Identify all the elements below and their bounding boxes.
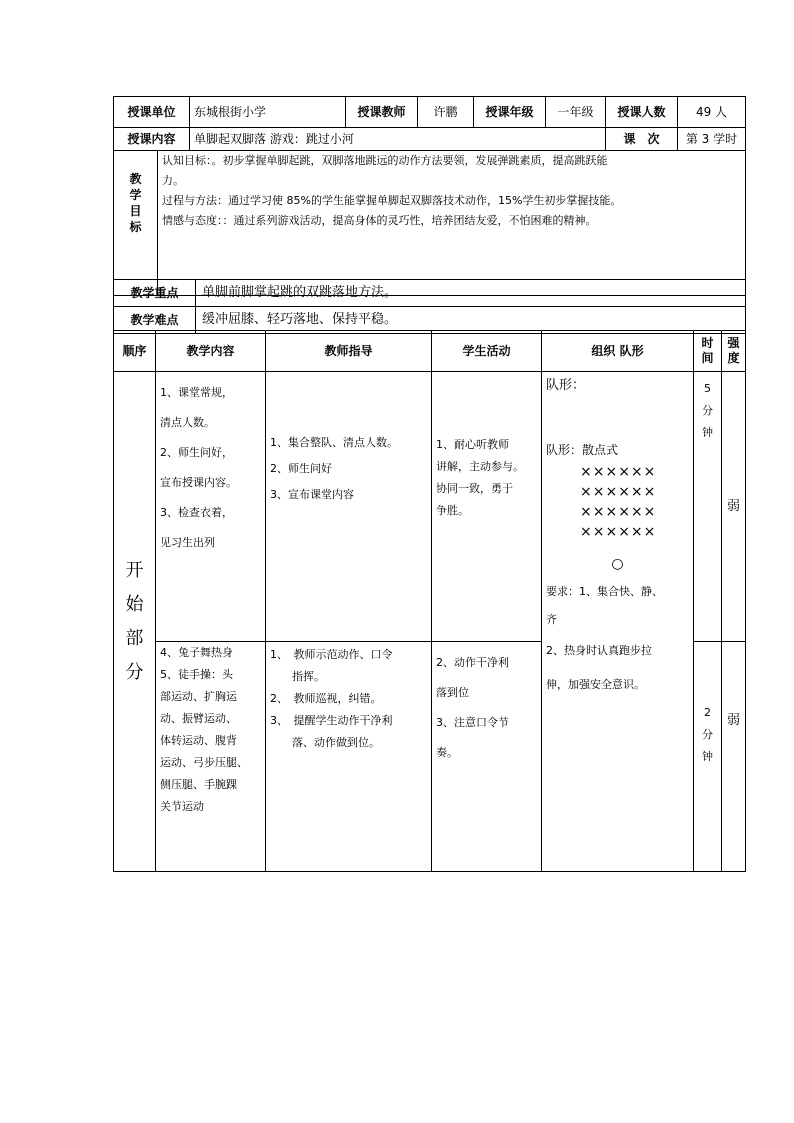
header-intensity-char: 强	[727, 336, 740, 350]
content-line: 侧压腿、手腕踝	[160, 778, 237, 791]
teacher-line: 落、动作做到位。	[270, 736, 380, 749]
teacher-label: 授课教师	[346, 97, 418, 128]
row2-time	[694, 642, 722, 872]
objective-process: 过程与方法：通过学习使 85%的学生能掌握单脚起双脚落技术动作，15%学生初步掌握技能。	[162, 194, 622, 207]
row1-time	[694, 372, 722, 642]
formation-requirement: 伸，加强安全意识。	[546, 678, 645, 691]
row2-content	[156, 642, 266, 872]
objectives-label-char: 学	[129, 188, 142, 202]
content-line: 运动、弓步压腿、	[160, 756, 248, 769]
objectives-body	[158, 151, 746, 296]
time-char: 钟	[702, 426, 713, 439]
header-student: 学生活动	[432, 331, 542, 372]
content-line: 宣布授课内容。	[160, 476, 237, 489]
content-line: 部运动、扩胸运	[160, 690, 237, 703]
formation-student-row: ××××××	[580, 504, 657, 520]
teacher-line: 3、宣布课堂内容	[270, 488, 354, 501]
header-intensity-char: 度	[727, 351, 740, 365]
objectives-label	[114, 151, 158, 296]
lesson-table	[113, 330, 746, 872]
difficult-point-value: 缓冲屈膝、轻巧落地、保持平稳。	[196, 307, 746, 334]
teacher-line: 指挥。	[270, 670, 325, 683]
header-time-char: 间	[701, 351, 714, 365]
count-label: 授课人数	[606, 97, 678, 128]
row1-teacher	[266, 372, 432, 642]
student-line: 争胜。	[436, 504, 469, 517]
formation-cell	[542, 372, 694, 872]
header-time	[694, 331, 722, 372]
objective-cognitive: 认知目标：。初步掌握单脚起跳，双脚落地跳远的动作方法要领，发展弹跳素质，提高跳跃能	[162, 154, 608, 167]
formation-teacher-mark: ○	[611, 556, 624, 572]
section-label-char: 分	[125, 661, 144, 683]
grade-value: 一年级	[546, 97, 606, 128]
time-char: 钟	[702, 750, 713, 763]
time-char: 5	[704, 382, 711, 395]
row1-student	[432, 372, 542, 642]
student-line: 奏。	[436, 746, 458, 759]
table-row	[114, 372, 746, 642]
row1-intensity: 弱	[722, 372, 746, 642]
content-line: 4、兔子舞热身	[160, 646, 233, 659]
formation-requirement: 要求：1、集合快、静、	[546, 585, 663, 598]
unit-value: 东城根街小学	[190, 97, 346, 128]
objectives-table	[113, 150, 746, 296]
content-line: 动、振臂运动、	[160, 712, 237, 725]
objective-attitude: 情感与态度：：通过系列游戏活动，提高身体的灵巧性，培养团结友爱，不怕困难的精神。	[162, 214, 597, 227]
formation-scatter-label: 队形：散点式	[546, 443, 619, 457]
content-label: 授课内容	[114, 128, 190, 151]
time-char: 分	[702, 728, 713, 741]
unit-label: 授课单位	[114, 97, 190, 128]
time-char: 分	[702, 404, 713, 417]
section-label-start	[114, 372, 156, 872]
section-label-char: 部	[125, 627, 144, 649]
key-point-value: 单脚前脚掌起跳的双跳落地方法。	[196, 280, 746, 307]
section-label-char: 始	[125, 593, 144, 615]
lesson-header-table	[113, 96, 746, 151]
objective-cognitive-cont: 力。	[162, 174, 184, 187]
difficult-point-label: 教学难点	[114, 307, 196, 334]
points-table	[113, 279, 746, 334]
header-teacher: 教师指导	[266, 331, 432, 372]
formation-student-row: ××××××	[580, 524, 657, 540]
teacher-line: 1、 教师示范动作、口令	[270, 648, 393, 661]
header-time-char: 时	[701, 336, 714, 350]
header-order: 顺序	[114, 331, 156, 372]
student-line: 2、动作干净利	[436, 656, 509, 669]
header-intensity	[722, 331, 746, 372]
row1-content	[156, 372, 266, 642]
content-line: 体转运动、腹背	[160, 734, 237, 747]
time-char: 2	[704, 706, 711, 719]
section-label-char: 开	[125, 559, 144, 581]
content-line: 2、师生问好，	[160, 446, 233, 459]
student-line: 讲解，主动参与。	[436, 460, 524, 473]
student-line: 协同一致，勇于	[436, 482, 513, 495]
session-value: 第 3 学时	[678, 128, 746, 151]
header-content: 教学内容	[156, 331, 266, 372]
teacher-value: 许鹏	[418, 97, 474, 128]
teacher-line: 1、集合整队、清点人数。	[270, 436, 398, 449]
objectives-label-char: 目	[129, 204, 142, 218]
teacher-line: 3、 提醒学生动作干净利	[270, 714, 393, 727]
formation-student-row: ××××××	[580, 484, 657, 500]
content-line: 见习生出列	[160, 536, 215, 549]
teacher-line: 2、 教师巡视，纠错。	[270, 692, 382, 705]
objectives-label-char: 教	[129, 172, 142, 186]
formation-requirement: 齐	[546, 613, 557, 626]
content-line: 5、徒手操：头	[160, 668, 233, 681]
row2-teacher	[266, 642, 432, 872]
formation-student-row: ××××××	[580, 464, 657, 480]
session-label: 课 次	[606, 128, 678, 151]
content-line: 1、课堂常规，	[160, 386, 233, 399]
content-line: 清点人数。	[160, 416, 215, 429]
header-formation: 组织 队形	[542, 331, 694, 372]
key-point-label: 教学重点	[114, 280, 196, 307]
teacher-line: 2、师生问好	[270, 462, 332, 475]
row2-intensity: 弱	[722, 642, 746, 872]
grade-label: 授课年级	[474, 97, 546, 128]
content-line: 关节运动	[160, 800, 204, 813]
student-line: 落到位	[436, 686, 469, 699]
formation-requirement: 2、热身时认真跑步拉	[546, 644, 652, 657]
row2-student	[432, 642, 542, 872]
formation-title: 队形：	[546, 378, 586, 393]
student-line: 1、耐心听教师	[436, 438, 509, 451]
count-value: 49 人	[678, 97, 746, 128]
student-line: 3、注意口令节	[436, 716, 509, 729]
objectives-label-char: 标	[129, 220, 142, 234]
content-value: 单脚起双脚落 游戏：跳过小河	[190, 128, 606, 151]
content-line: 3、检查衣着，	[160, 506, 233, 519]
